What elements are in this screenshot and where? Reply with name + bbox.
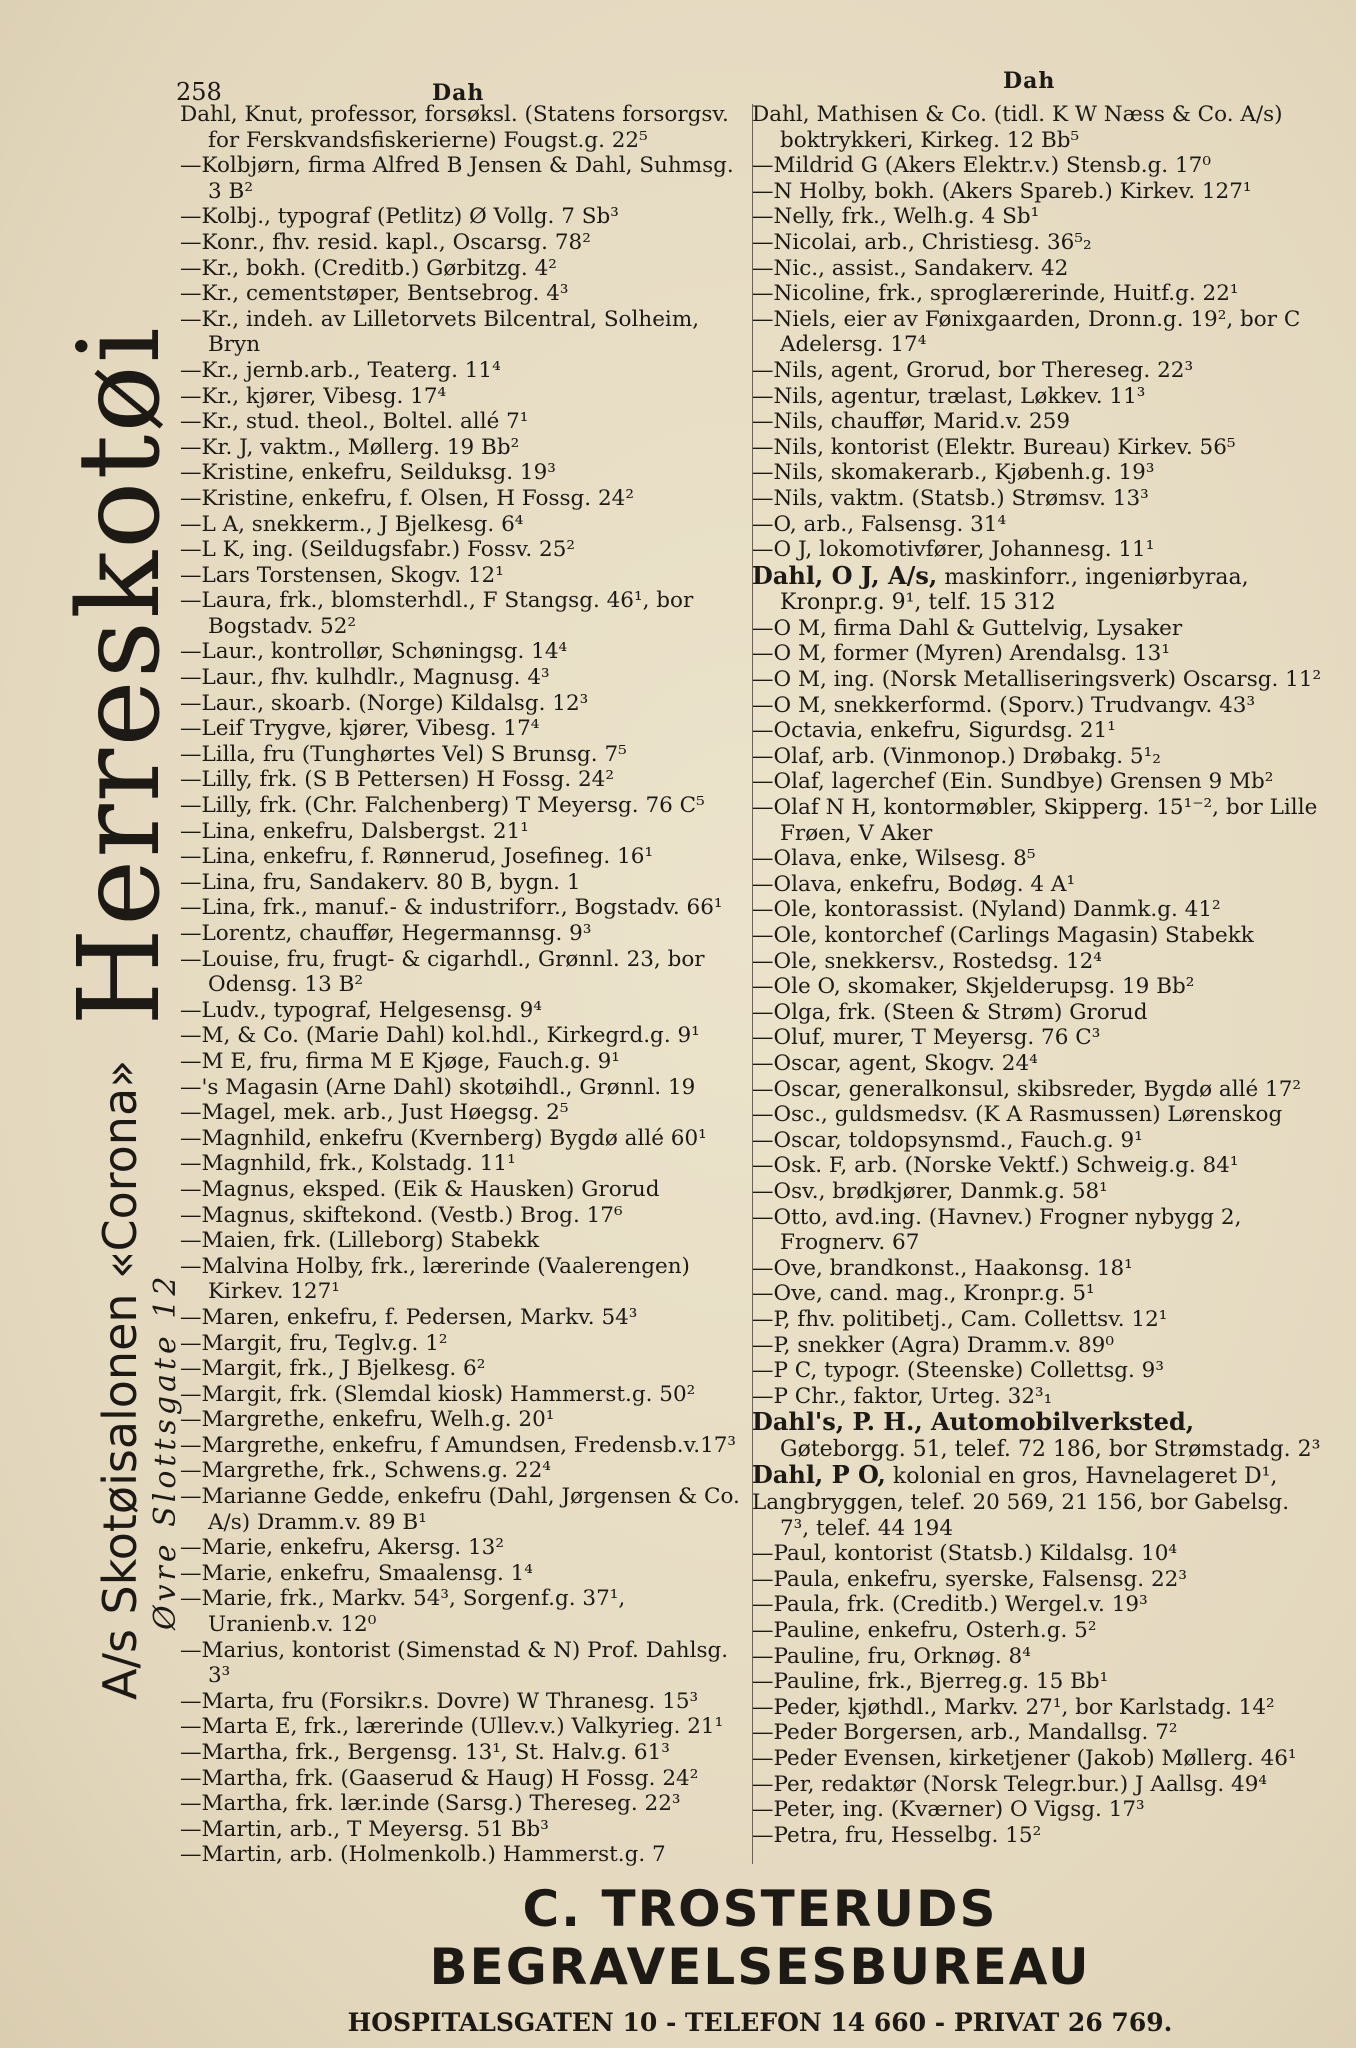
footer-advertisement (200, 1880, 1320, 2037)
directory-entry: —Olava, enkefru, Bodøg. 4 A¹ (752, 871, 1076, 897)
heading-entry-po (752, 1462, 1322, 1490)
directory-entry: —Laur., fhv. kulhdlr., Magnusg. 4³ (180, 665, 550, 691)
entry-heading-name: Dahl, O J, A/s, (752, 560, 938, 590)
directory-entry: —Margit, frk. (Slemdal kiosk) Hammerst.g. 50² (180, 1381, 696, 1407)
directory-entry: —'s Magasin (Arne Dahl) skotøihdl., Grønnl. 19 (180, 1074, 696, 1100)
directory-entry: —Nils, kontorist (Elektr. Bureau) Kirkev. 56⁵ (752, 434, 1236, 460)
directory-entry: —Ove, cand. mag., Kronpr.g. 5¹ (752, 1281, 1095, 1307)
directory-entry: —Petra, fru, Hesselbg. 15² (752, 1822, 1042, 1848)
directory-entry: —Nils, agent, Grorud, bor Thereseg. 22³ (752, 357, 1194, 383)
directory-entry: —N Holby, bokh. (Akers Spareb.) Kirkev. 127¹ (752, 178, 1252, 204)
directory-entry: —Kr., kjører, Vibesg. 17⁴ (180, 383, 447, 409)
directory-entry: —Per, redaktør (Norsk Telegr.bur.) J Aallsg. 49⁴ (752, 1771, 1268, 1797)
directory-entry: —Kr., jernb.arb., Teaterg. 11⁴ (180, 357, 501, 383)
directory-entry: —Martin, arb., T Meyersg. 51 Bb³ (180, 1816, 549, 1842)
directory-entry: —Margit, frk., J Bjelkesg. 6² (180, 1356, 486, 1382)
directory-entry: —Lilly, frk. (Chr. Falchenberg) T Meyersg. 76 C⁵ (180, 793, 705, 819)
heading-entry-ph (752, 1409, 1322, 1462)
directory-entry: —P, fhv. politibetj., Cam. Collettsv. 12¹ (752, 1306, 1168, 1332)
directory-entry: —Magnus, eksped. (Eik & Hausken) Grorud (180, 1176, 660, 1202)
directory-entry: Dahl, Knut, professor, forsøksl. (Statens forsorgsv. for Ferskvandsfiskerierne) Fougst.g. 22⁵ (180, 102, 729, 153)
directory-entry: —Nelly, frk., Welh.g. 4 Sb¹ (752, 204, 1040, 230)
directory-entry: —Ludv., typograf, Helgesensg. 9⁴ (180, 997, 542, 1023)
directory-entry: —Oscar, toldopsynsmd., Fauch.g. 9¹ (752, 1127, 1143, 1153)
directory-entry: —Kolbj., typograf (Petlitz) Ø Vollg. 7 Sb³ (180, 204, 619, 230)
directory-entry: —Oluf, murer, T Meyersg. 76 C³ (752, 1025, 1101, 1051)
directory-entry: —Peter, ing. (Kværner) O Vigsg. 17³ (752, 1797, 1145, 1823)
directory-entry: —P C, typogr. (Steenske) Collettsg. 9³ (752, 1358, 1164, 1384)
directory-entry: —Oscar, agent, Skogv. 24⁴ (752, 1050, 1038, 1076)
directory-entry: —Margrethe, enkefru, f Amundsen, Fredensb.v.17³ (180, 1432, 737, 1458)
directory-entry: —Lina, enkefru, f. Rønnerud, Josefineg. 16¹ (180, 844, 654, 870)
directory-entry: —Laura, frk., blomsterhdl., F Stangsg. 46¹, bor Bogstadv. 52² (180, 588, 694, 639)
page-number: 258 (176, 78, 222, 106)
directory-entry: —Leif Trygve, kjører, Vibesg. 17⁴ (180, 716, 540, 742)
entry-heading-rest: maskinforr., ingeniørbyraa, Kronpr.g. 9¹, telf. 15 312 (780, 564, 1249, 616)
heading-entry-oj (752, 560, 1322, 616)
directory-entry: —Mildrid G (Akers Elektr.v.) Stensb.g. 17⁰ (752, 153, 1211, 179)
directory-entry: —O J, lokomotivfører, Johannesg. 11¹ (752, 537, 1155, 563)
directory-entry: —Osk. F, arb. (Norske Vektf.) Schweig.g. 84¹ (752, 1153, 1239, 1179)
directory-entry: —Olaf, lagerchef (Ein. Sundbye) Grensen 9 Mb² (752, 769, 1274, 795)
directory-entry: —Laur., kontrollør, Schøningsg. 14⁴ (180, 639, 568, 665)
directory-entry: —Paula, frk. (Creditb.) Wergel.v. 19³ (752, 1592, 1148, 1618)
directory-entry: —Nils, agentur, trælast, Løkkev. 11³ (752, 383, 1146, 409)
directory-entry: —Malvina Holby, frk., lærerinde (Vaalerengen) Kirkev. 127¹ (180, 1253, 690, 1305)
directory-entry: —Lina, enkefru, Dalsbergst. 21¹ (180, 818, 529, 844)
directory-entry: —Kr. J, vaktm., Møllerg. 19 Bb² (180, 434, 520, 460)
footer-ad-title: C. TROSTERUDS BEGRAVELSESBUREAU (429, 1880, 1091, 1996)
directory-entry: —Pauline, fru, Orknøg. 8⁴ (752, 1643, 1031, 1669)
directory-entry: —Magnhild, frk., Kolstadg. 11¹ (180, 1151, 516, 1177)
directory-entry: —Ove, brandkonst., Haakonsg. 18¹ (752, 1255, 1133, 1281)
left-running-head: Dah (432, 80, 485, 106)
directory-entry: —Olga, frk. (Steen & Strøm) Grorud (752, 999, 1148, 1025)
directory-entry: —O M, firma Dahl & Guttelvig, Lysaker (752, 615, 1183, 641)
directory-entry: —Kr., stud. theol., Boltel. allé 7¹ (180, 409, 529, 435)
directory-entry: —Olava, enke, Wilsesg. 8⁵ (752, 846, 1036, 872)
directory-entry: Dahl, Mathisen & Co. (tidl. K W Næss & Co. A/s) boktrykkeri, Kirkeg. 12 Bb⁵ (752, 102, 1283, 153)
directory-entry: —Oscar, generalkonsul, skibsreder, Bygdø allé 17² (752, 1076, 1302, 1102)
directory-entry: —P, snekker (Agra) Dramm.v. 89⁰ (752, 1332, 1114, 1358)
directory-entry: —Pauline, frk., Bjerreg.g. 15 Bb¹ (752, 1669, 1109, 1695)
ad-company-name: A/s Skotøisalonen «Corona» (93, 1059, 147, 1700)
directory-entry: —Nils, vaktm. (Statsb.) Strømsv. 13³ (752, 485, 1149, 511)
directory-entry: —O M, ing. (Norsk Metalliseringsverk) Oscarsg. 11² (752, 667, 1322, 693)
entry-heading-name: Dahl, P O, (752, 1460, 886, 1490)
directory-entry: —Ole O, skomaker, Skjelderupsg. 19 Bb² (752, 974, 1195, 1000)
directory-entry: —Nic., assist., Sandakerv. 42 (752, 255, 1069, 281)
directory-entry: —Octavia, enkefru, Sigurdsg. 21¹ (752, 718, 1116, 744)
footer-ad-subtitle: HOSPITALSGATEN 10 - TELEFON 14 660 - PRIVAT 26 769. (347, 2008, 1173, 2037)
directory-entry: —M E, fru, firma M E Kjøge, Fauch.g. 9¹ (180, 1048, 620, 1074)
directory-entry: —L K, ing. (Seildugsfabr.) Fossv. 25² (180, 537, 575, 563)
directory-entry: —Magel, mek. arb., Just Høegsg. 2⁵ (180, 1100, 569, 1126)
directory-entry: —Marius, kontorist (Simenstad & N) Prof. Dahlsg. 3³ (180, 1637, 729, 1689)
directory-entry: —Lina, fru, Sandakerv. 80 B, bygn. 1 (180, 869, 581, 895)
directory-entry: —Martin, arb. (Holmenkolb.) Hammerst.g. 7 (180, 1842, 666, 1868)
directory-entry: —Olaf N H, kontormøbler, Skipperg. 15¹⁻², bor Lille Frøen, V Aker (752, 795, 1318, 846)
directory-entry: —Ole, kontorassist. (Nyland) Danmk.g. 41² (752, 897, 1221, 923)
directory-entry: Langbryggen, telef. 20 569, 21 156, bor Gabelsg. 7³, telef. 44 194 (752, 1490, 1290, 1541)
directory-entry: —Laur., skoarb. (Norge) Kildalsg. 12³ (180, 690, 589, 716)
directory-entry: —Marie, enkefru, Smaalensg. 1⁴ (180, 1560, 533, 1586)
directory-entry: —Kr., indeh. av Lilletorvets Bilcentral, Solheim, Bryn (180, 306, 700, 358)
entry-heading-rest: Gøteborgg. 51, telef. 72 186, bor Strømstadg. 2³ (780, 1436, 1321, 1462)
directory-entry: —Margrethe, enkefru, Welh.g. 20¹ (180, 1407, 555, 1433)
directory-entry: —Peder Evensen, kirketjener (Jakob) Møllerg. 46¹ (752, 1746, 1297, 1771)
directory-entry: —Marie, frk., Markv. 54³, Sorgenf.g. 37¹, Uranienb.v. 12⁰ (180, 1586, 626, 1638)
directory-entry: —O M, former (Myren) Arendalsg. 13¹ (752, 641, 1170, 667)
directory-entry: —Osc., guldsmedsv. (K A Rasmussen) Lørenskog (752, 1102, 1283, 1128)
directory-entry: —Lars Torstensen, Skogv. 12¹ (180, 562, 504, 588)
directory-entry: —Lilly, frk. (S B Pettersen) H Fossg. 24² (180, 767, 614, 793)
directory-entry: —M, & Co. (Marie Dahl) kol.hdl., Kirkegrd.g. 9¹ (180, 1023, 700, 1049)
directory-entry: —Osv., brødkjører, Danmk.g. 58¹ (752, 1178, 1108, 1204)
entry-heading-name: Dahl's, P. H., Automobilverksted, (752, 1407, 1195, 1437)
directory-entry: —Kristine, enkefru, Seilduksg. 19³ (180, 460, 556, 486)
directory-entry: —Nicoline, frk., sproglærerinde, Huitf.g. 22¹ (752, 281, 1239, 307)
entry-heading-rest: kolonial en gros, Havnelageret D¹, (892, 1464, 1278, 1490)
directory-entry: —Magnus, skiftekond. (Vestb.) Brog. 17⁶ (180, 1202, 623, 1228)
directory-entry: —Nicolai, arb., Christiesg. 36⁵₂ (752, 229, 1092, 255)
right-column (752, 102, 1322, 1848)
directory-entry: —Kolbjørn, firma Alfred B Jensen & Dahl, Suhmsg. 3 B² (180, 153, 734, 204)
directory-entry: —Ole, kontorchef (Carlings Magasin) Stabekk (752, 923, 1254, 948)
directory-entry: —Peder Borgersen, arb., Mandallsg. 7² (752, 1720, 1178, 1746)
directory-entry: —Marianne Gedde, enkefru (Dahl, Jørgensen & Co. A/s) Dramm.v. 89 B¹ (180, 1484, 740, 1535)
directory-entry: —Lina, frk., manuf.- & industriforr., Bogstadv. 66¹ (180, 895, 723, 921)
directory-entry: —P Chr., faktor, Urteg. 32³₁ (752, 1383, 1053, 1409)
directory-entry: —Lorentz, chauffør, Hegermannsg. 9³ (180, 921, 592, 946)
directory-entry: —Marie, enkefru, Akersg. 13² (180, 1535, 504, 1561)
ad-address: Øvre Slottsgate 12 (147, 1272, 183, 1630)
directory-entry: —Paula, enkefru, syerske, Falsensg. 22³ (752, 1566, 1187, 1592)
directory-entry: —Kr., bokh. (Creditb.) Gørbitzg. 4² (180, 255, 557, 281)
directory-entry: —Konr., fhv. resid. kapl., Oscarsg. 78² (180, 229, 591, 255)
directory-entry: —Otto, avd.ing. (Havnev.) Frogner nybygg 2, Frognerv. 67 (752, 1204, 1242, 1256)
directory-entry: —Maren, enkefru, f. Pedersen, Markv. 54³ (180, 1304, 638, 1330)
directory-entry: —Margit, fru, Teglv.g. 1² (180, 1330, 448, 1356)
directory-entry: —Nils, chauffør, Marid.v. 259 (752, 409, 1071, 435)
directory-entry: —Margrethe, frk., Schwens.g. 22⁴ (180, 1458, 551, 1484)
directory-entry: —Paul, kontorist (Statsb.) Kildalsg. 10⁴ (752, 1541, 1178, 1567)
right-running-head: Dah (1003, 68, 1056, 94)
directory-entry: —Olaf, arb. (Vinmonop.) Drøbakg. 5¹₂ (752, 743, 1161, 769)
directory-entry: —Ole, snekkersv., Rostedsg. 12⁴ (752, 948, 1102, 974)
directory-entry: —Marta E, frk., lærerinde (Ullev.v.) Valkyrieg. 21¹ (180, 1714, 724, 1740)
directory-entry: —Marta, fru (Forsikr.s. Dovre) W Thranesg. 15³ (180, 1688, 699, 1714)
directory-entry: —O M, snekkerformd. (Sporv.) Trudvangv. 43³ (752, 692, 1256, 718)
directory-entry: —Nils, skomakerarb., Kjøbenh.g. 19³ (752, 460, 1155, 486)
directory-entry: —Martha, frk. lær.inde (Sarsg.) Thereseg. 22³ (180, 1791, 681, 1817)
directory-entry: —Martha, frk., Bergensg. 13¹, St. Halv.g. 61³ (180, 1740, 670, 1765)
directory-entry: —L A, snekkerm., J Bjelkesg. 6⁴ (180, 511, 524, 537)
directory-entry: —Pauline, enkefru, Osterh.g. 5² (752, 1618, 1097, 1644)
directory-entry: —Kristine, enkefru, f. Olsen, H Fossg. 24² (180, 485, 634, 511)
directory-entry: —Martha, frk. (Gaaserud & Haug) H Fossg. 24² (180, 1765, 699, 1791)
directory-entry: —Niels, eier av Fønixgaarden, Dronn.g. 19², bor C Adelersg. 17⁴ (752, 306, 1301, 358)
directory-entry: —Louise, fru, frugt- & cigarhdl., Grønnl. 23, bor Odensg. 13 B² (180, 946, 705, 998)
directory-entry: —Maien, frk. (Lilleborg) Stabekk (180, 1228, 540, 1254)
directory-entry: —O, arb., Falsensg. 31⁴ (752, 511, 1007, 537)
directory-entry: —Kr., cementstøper, Bentsebrog. 4³ (180, 281, 569, 307)
directory-entry: —Lilla, fru (Tunghørtes Vel) S Brunsg. 7⁵ (180, 741, 627, 767)
left-column (180, 102, 750, 1868)
ad-product-name: Herreskotøi (55, 325, 185, 1026)
directory-entry: —Peder, kjøthdl., Markv. 27¹, bor Karlstadg. 14² (752, 1694, 1275, 1720)
directory-entry: —Magnhild, enkefru (Kvernberg) Bygdø allé 60¹ (180, 1125, 707, 1151)
